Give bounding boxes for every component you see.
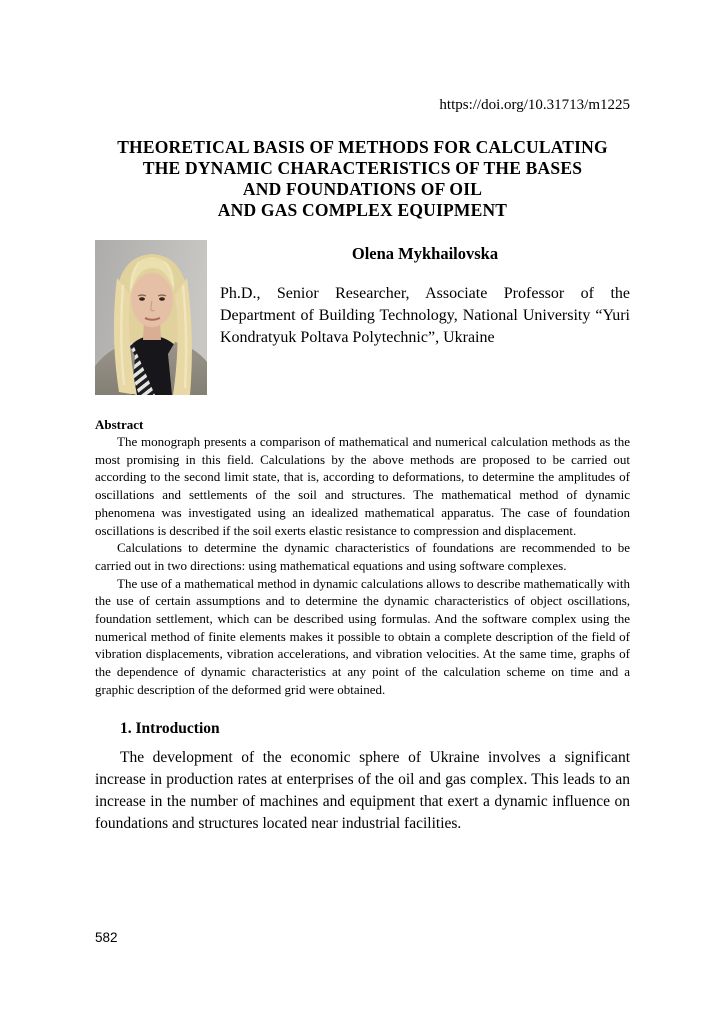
author-block <box>95 240 630 395</box>
author-name: Olena Mykhailovska <box>351 244 499 263</box>
author-portrait-illustration <box>95 240 207 395</box>
author-affiliation: Ph.D., Senior Researcher, Associate Professor of the Department of Building Technology, National University “Yuri Kondratyuk Poltava Polytechnic”, Ukraine <box>220 285 630 346</box>
paper-title-line: THEORETICAL BASIS OF METHODS FOR CALCULATING <box>117 137 608 157</box>
abstract-paragraph-2: Calculations to determine the dynamic characteristics of foundations are recommended to be carried out in two directions: using mathematical equations and using software complexes. <box>95 540 630 573</box>
author-photo <box>95 240 207 395</box>
paper-title-line: THE DYNAMIC CHARACTERISTICS OF THE BASES <box>142 158 583 178</box>
introduction-heading: 1. Introduction <box>120 719 220 737</box>
page-number: 582 <box>95 930 118 945</box>
paper-title-line: AND FOUNDATIONS OF OIL <box>242 179 483 199</box>
abstract-paragraph-1: The monograph presents a comparison of mathematical and numerical calculation methods as the most promising in this field. Calculations by the above methods are proposed to be carried out according to the second limit state, that is, according to deformations, to determine the amplitudes of oscillations and settlements of the soil and structures. The mathematical method of dynamic phenomena was investigated using an idealized mathematical apparatus. The case of foundation oscillations is described if the soil exerts elastic resistance to compression and displacement. <box>95 434 630 538</box>
paper-title-line: AND GAS COMPLEX EQUIPMENT <box>217 200 508 220</box>
doi-link[interactable]: https://doi.org/10.31713/m1225 <box>439 97 630 113</box>
abstract-heading: Abstract <box>95 417 144 432</box>
abstract-paragraph-3: The use of a mathematical method in dynamic calculations allows to describe mathematically with the use of certain assumptions and to determine the dynamic characteristics of object oscillations, foundation settlement, which can be described using formulas. And the software complex using the numerical method of finite elements makes it possible to obtain a complete description of the field of vibration displacements, vibration accelerations, and vibration velocities. At the same time, graphs of the dependence of dynamic characteristics at any point of the calculation scheme on time and a graphic description of the deformed grid were obtained. <box>95 575 630 697</box>
introduction-paragraph: The development of the economic sphere of Ukraine involves a significant increase in production rates at enterprises of the oil and gas complex. This leads to an increase in the number of machines and equipment that exert a dynamic influence on foundations and structures located near industrial facilities. <box>95 748 630 832</box>
paper-title <box>95 137 630 221</box>
author-info <box>207 240 630 395</box>
